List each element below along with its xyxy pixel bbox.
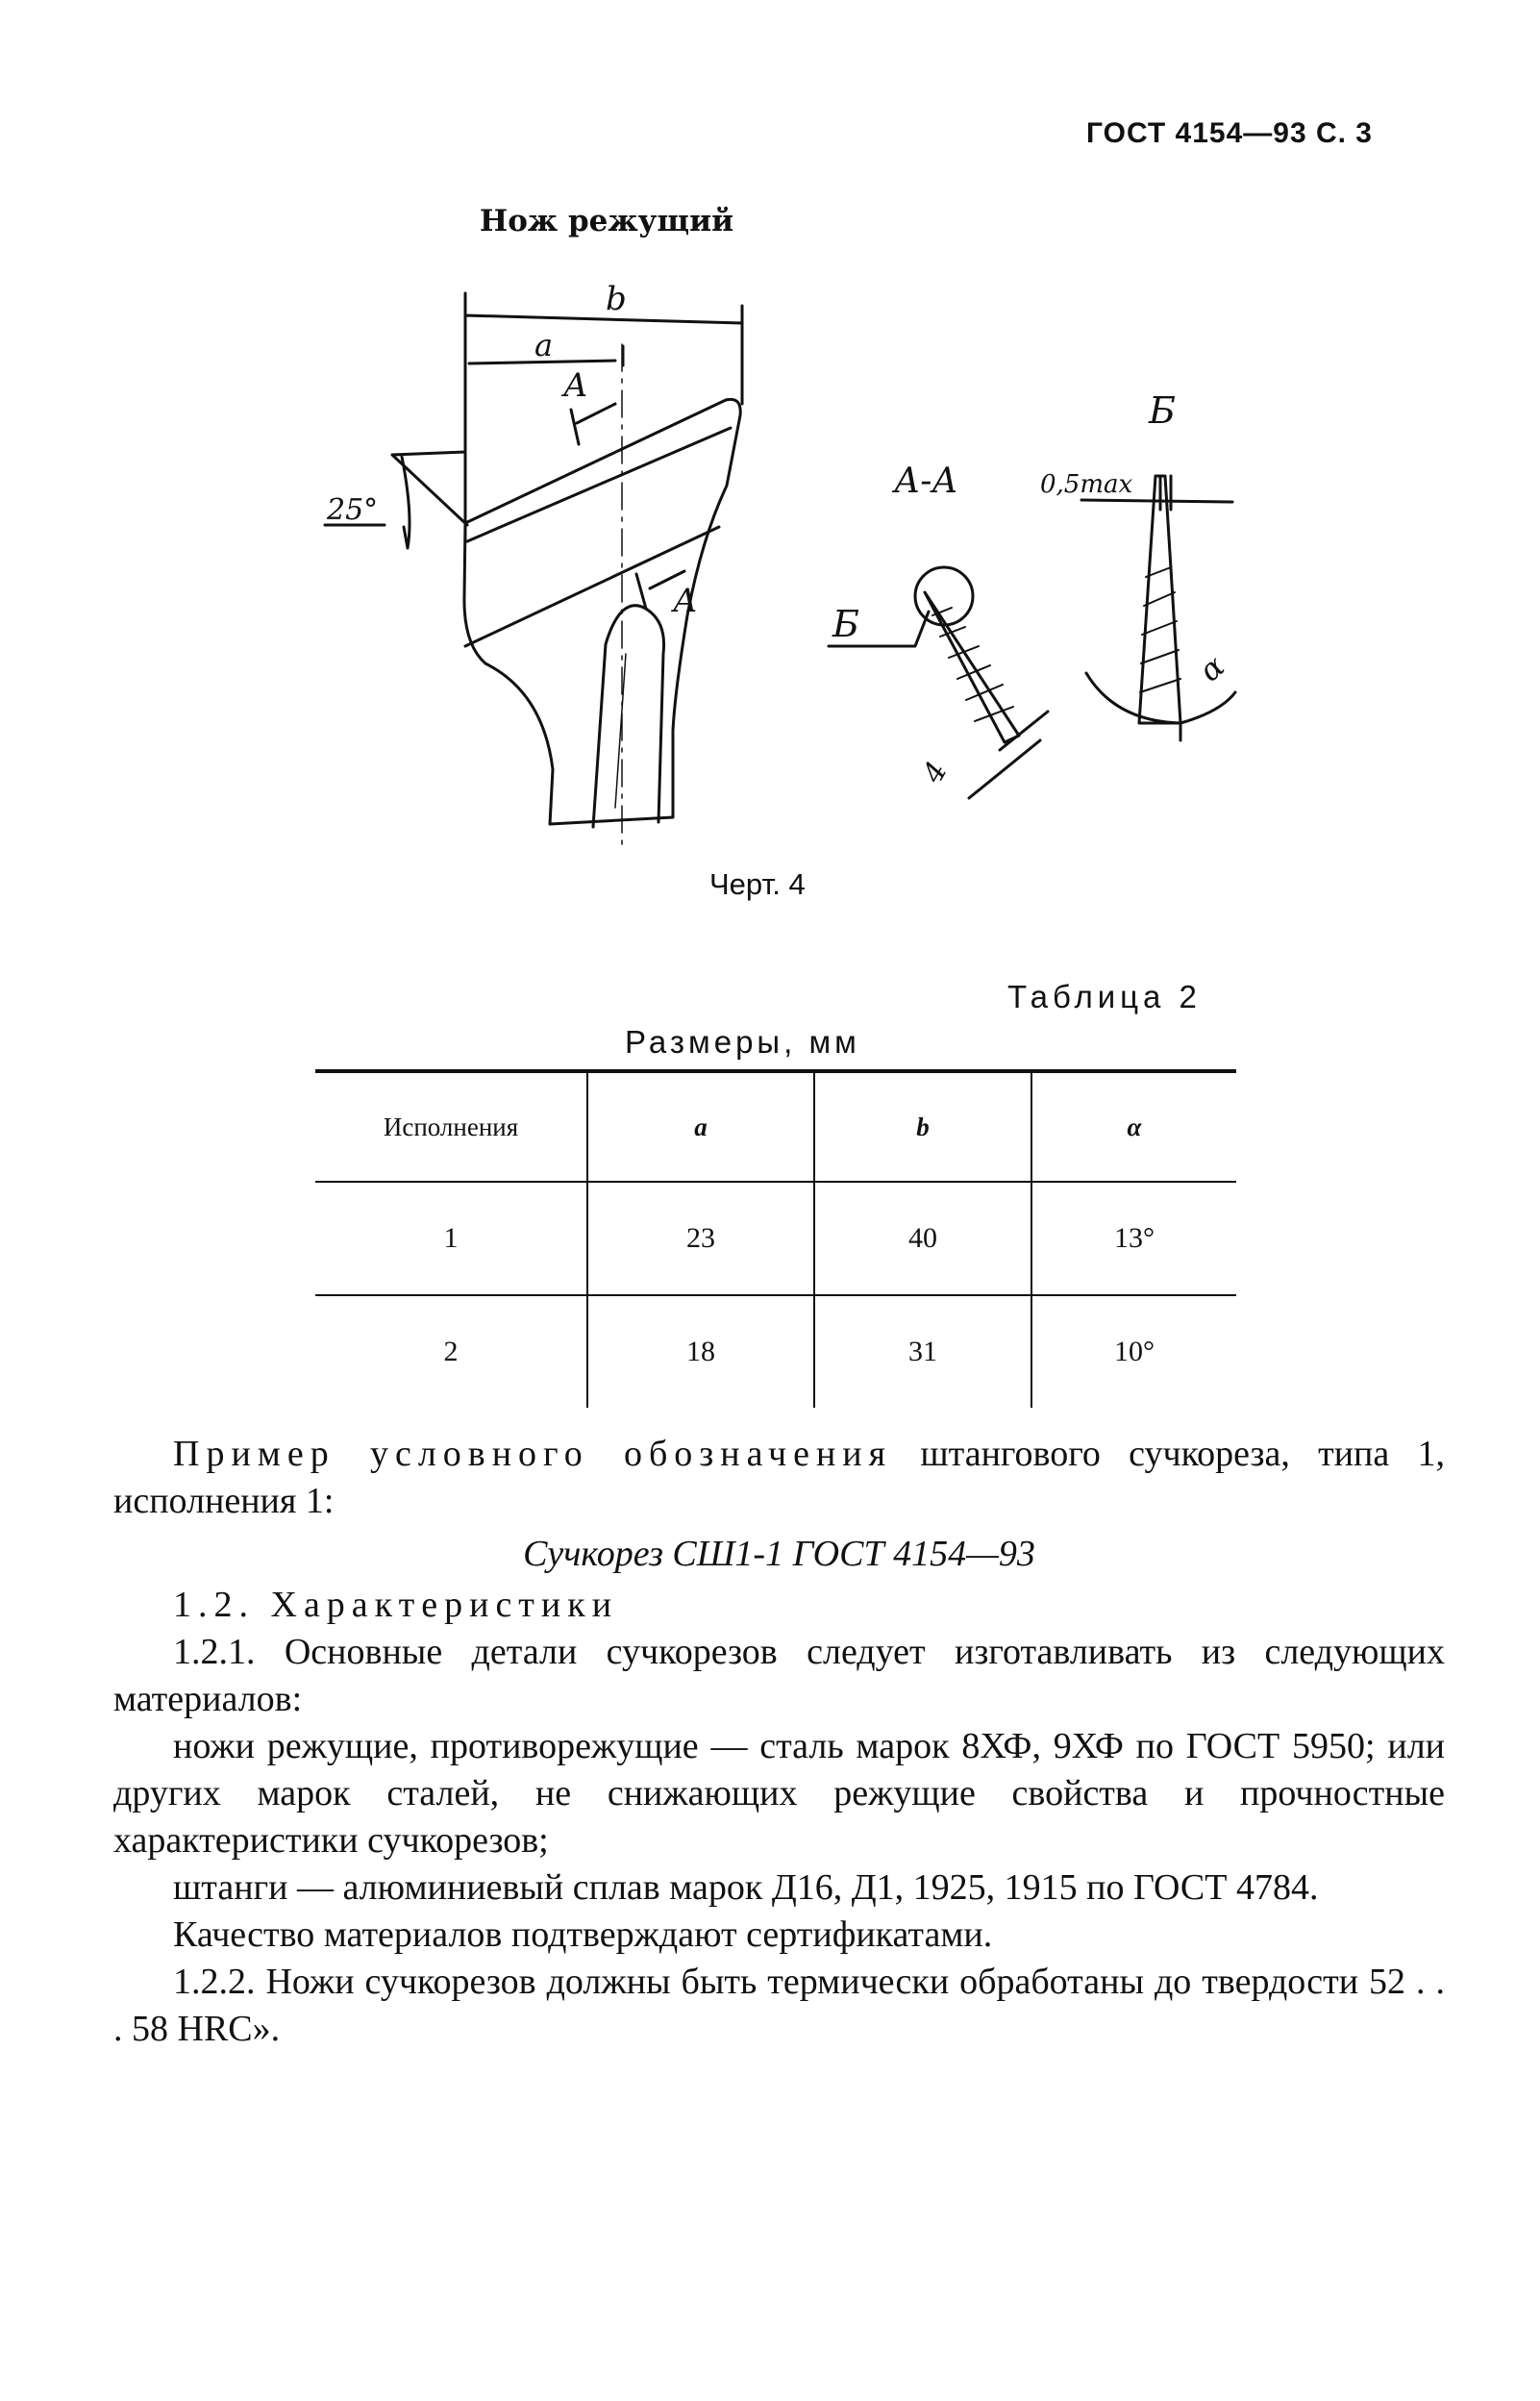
knife-drawing bbox=[0, 0, 1540, 923]
label-section-title: А-А bbox=[894, 462, 958, 501]
table-label: Таблица 2 bbox=[1007, 979, 1202, 1014]
label-alpha: α bbox=[1191, 647, 1231, 689]
table-cell: 1 bbox=[315, 1182, 587, 1295]
paragraph-1-2-1: 1.2.1. Основные детали сучкорезов следует изготавливать из следующих материалов: bbox=[113, 1632, 1445, 1719]
section-arrow-top bbox=[571, 404, 615, 444]
section-aa-wedge bbox=[925, 592, 1019, 742]
label-section-bottom: А bbox=[673, 582, 698, 620]
section-heading: 1.2. Характеристики bbox=[173, 1585, 619, 1625]
table-row bbox=[315, 1295, 1236, 1408]
paragraph-knives: ножи режущие, противорежущие — сталь марок 8ХФ, 9ХФ по ГОСТ 5950; или других марок сталей, не снижающих режущие свойства и прочностные характеристики сучкорезов; bbox=[113, 1726, 1445, 1861]
angle-25 bbox=[392, 452, 467, 548]
table-cell: 2 bbox=[443, 1336, 459, 1367]
paragraph-rods: штанги — алюминиевый сплав марок Д16, Д1, 1925, 1915 по ГОСТ 4784. bbox=[173, 1867, 1319, 1908]
dim-b bbox=[465, 293, 742, 538]
table-cell: 31 bbox=[814, 1295, 1031, 1408]
figure-caption: Черт. 4 bbox=[709, 867, 806, 901]
dimensions-table bbox=[315, 1069, 1236, 1408]
dim-4 bbox=[969, 712, 1048, 798]
table-cell: 18 bbox=[587, 1295, 814, 1408]
slot bbox=[593, 606, 664, 827]
example-paragraph bbox=[113, 1431, 1445, 1525]
body-text bbox=[113, 1431, 1445, 2053]
paragraph-quality: Качество материалов подтверждают сертификатами. bbox=[173, 1914, 993, 1955]
table-row bbox=[315, 1182, 1236, 1295]
label-section-top: А bbox=[563, 366, 588, 405]
label-max: 0,5max bbox=[1040, 470, 1133, 499]
label-detail-title: Б bbox=[1149, 389, 1176, 432]
figure-title: Нож режущий bbox=[479, 204, 734, 238]
table-header-alpha: α bbox=[1031, 1071, 1236, 1182]
table-cell: 23 bbox=[587, 1182, 814, 1295]
page-header: ГОСТ 4154—93 С. 3 bbox=[1086, 117, 1373, 149]
label-detail-callout: Б bbox=[832, 603, 859, 645]
example-designation: Сучкорез СШ1-1 ГОСТ 4154—93 bbox=[523, 1534, 1035, 1574]
table-header-b: b bbox=[814, 1071, 1031, 1182]
table-cell: 40 bbox=[814, 1182, 1031, 1295]
detail-circle bbox=[915, 567, 973, 625]
table-cell: 13° bbox=[1031, 1182, 1236, 1295]
table-header-a: a bbox=[587, 1071, 814, 1182]
bevel-line-top bbox=[467, 428, 731, 541]
table-header-variant: Исполнения bbox=[315, 1071, 587, 1182]
table-cell: 10° bbox=[1031, 1295, 1236, 1408]
example-intro-rest: штангового сучкореза, типа 1, исполнения 1: bbox=[113, 1434, 1446, 1521]
knife-outline bbox=[464, 399, 740, 824]
slot-inner bbox=[615, 654, 626, 808]
paragraph-1-2-2: 1.2.2. Ножи сучкорезов должны быть термически обработаны до твердости 52 . . . 58 HRC». bbox=[113, 1962, 1445, 2049]
label-dim-4: 4 bbox=[916, 756, 955, 789]
label-a: a bbox=[534, 327, 554, 363]
example-intro-spaced: Пример условного обозначения bbox=[173, 1434, 893, 1474]
label-angle: 25° bbox=[327, 493, 379, 527]
table-units: Размеры, мм bbox=[625, 1024, 860, 1060]
label-b: b bbox=[606, 280, 627, 318]
